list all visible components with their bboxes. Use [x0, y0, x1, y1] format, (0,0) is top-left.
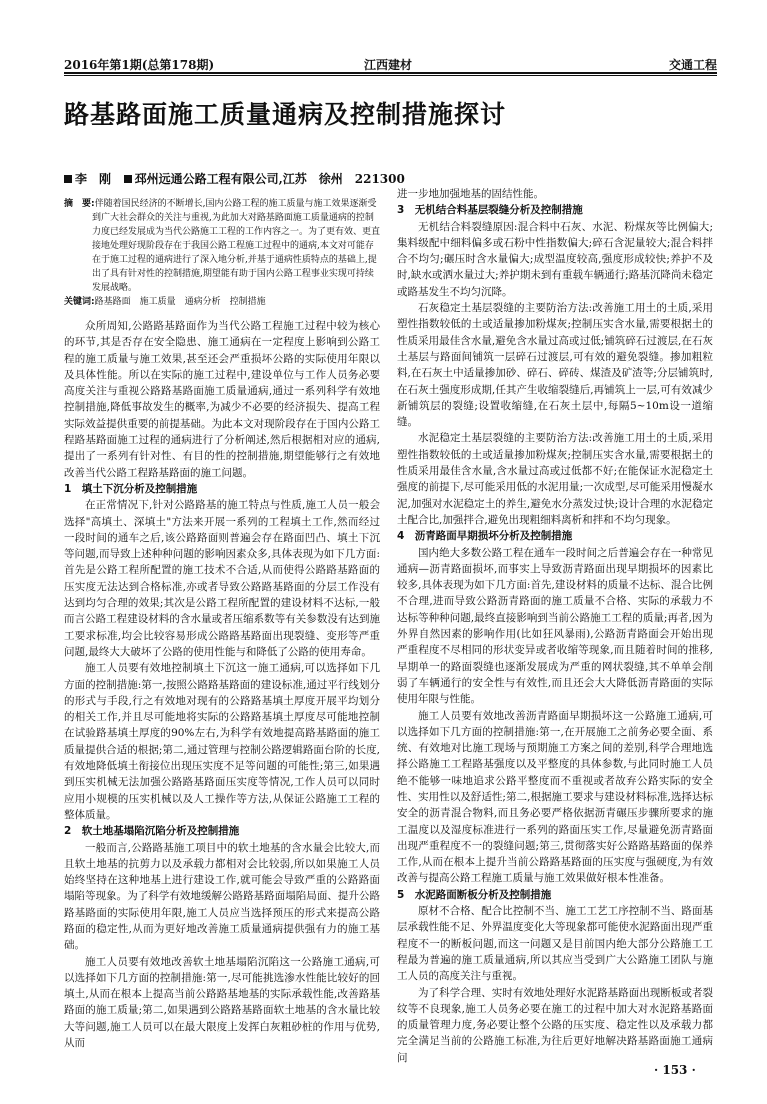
byline [64, 170, 405, 187]
paragraph: 施工人员要有效地控制填土下沉这一施工通病,可以选择如下几方面的控制措施:第一,按照公路路基路面的建设标准,通过平行线划分的形式与手段,行之有效地对现有的公路路基填土厚度开展平均划分的相关工作,并且尽可能地将实际的公路路基填土厚度尽可能地控制在试验路基填土厚度的90%左右,为科学有效地提高路基路面的施工质量提供合适的根据;第二,通过管理与控制公路逻辑路面台阶的长度,有效地降低填土衔接位出现压实度不足等问题的可能性;第三,如果遇到压实机械无法加强公路路基路面压实度等情况,工作人员可以同时应用小规模的压实机械以及人工操作等方法,从保证公路施工工程的整体质量。 [64, 662, 380, 821]
paragraph: 在正常情况下,针对公路路基的施工特点与性质,施工人员一般会选择"高填土、深填土"方法来开展一系列的工程填土工作,然而经过一段时间的通车之后,该公路路面则普遍会存在路面凹凸、填土下沉等问题,而导致上述种种问题的影响因素众多,具体表现为如下几方面:首先是公路工程所配置的施工技术不合适,从而使得公路路基路面的压实度无法达到合格标准,亦或者导致公路路基路面的分层工作没有达到均匀合理的效果;其次是公路工程所配置的建设材料不达标,一般而言公路工程建设材料的含水量或者压缩系数等有关参数没有达到施工要求标准,均会比较容易形成公路路基路面出现裂缝、变形等严重问题,最终大大破坏了公路的使用性能与和降低了公路的使用寿命。 [64, 499, 380, 658]
abstract-label: 摘 要: [64, 199, 95, 209]
section-heading: 2 软土地基塌陷沉陷分析及控制措施 [64, 825, 240, 838]
paragraph: 无机结合料裂缝原因:混合料中石灰、水泥、粉煤灰等比例偏大;集料级配中细料偏多或石粉中性指数偏大;碎石含泥量较大;混合料拌合不均匀;碾压时含水量偏大;成型温度较高,强度形成较快;养护不及时,缺水或洒水量过大;养护期未到有重载车辆通行;路基沉降尚未稳定或路基发生不均匀沉降。 [397, 220, 713, 298]
author-affiliation: 邳州远通公路工程有限公司,江苏 徐州 221300 [134, 172, 405, 186]
paragraph: 进一步地加强地基的固结性能。 [397, 188, 544, 200]
section-name: 交通工程 [668, 58, 717, 72]
page-number: · 153 · [654, 1063, 696, 1077]
journal-name: 江西建材 [364, 58, 413, 72]
paragraph: 国内绝大多数公路工程在通车一段时间之后普遍会存在一种常见通病—沥青路面损坏,而事实上导致沥青路面出现早期损坏的因素比较多,具体表现为如下几方面:首先,建设材料的质量不达标、混合比例不合理,进而导致公路沥青路面的施工质量不合格、实际的承载力不达标等种种问题,最终直接影响到当前公路施工工程的质量;再者,因为外界自然因素的影响作用(比如狂风暴雨),公路沥青路面会开始出现严重程度不尽相同的形状变异或者收缩等现象,而且随着时间的推移,早期单一的路面裂缝也逐渐发展成为严重的网状裂缝,其不单单会削弱了车辆通行的安全性与有效性,而且还会大大降低沥青路面的实际使用年限与性能。 [397, 546, 713, 706]
article-title: 路基路面施工质量通病及控制措施探讨 [64, 100, 507, 129]
running-header [64, 52, 717, 72]
keywords-text: 路基路面 施工质量 通病分析 控制措施 [94, 297, 266, 307]
bullet-square-icon [124, 175, 132, 183]
keywords-label: 关键词: [64, 297, 95, 307]
keywords [64, 295, 380, 309]
section-heading: 1 填土下沉分析及控制措施 [64, 482, 198, 495]
right-column [397, 186, 713, 1066]
section-heading: 5 水泥路面断板分析及控制措施 [397, 888, 552, 901]
abstract-block [64, 197, 380, 309]
section-heading: 4 沥青路面早期损坏分析及控制措施 [397, 530, 573, 543]
abstract-text: 伴随着国民经济的不断增长,国内公路工程的施工质量与施工效果逐渐受到广大社会群众的关注与重视,为此加大对路基路面施工质量通病的控制力度已经发展成为当代公路施工工程的工作内容之一。为了更有效、更直接地处理好现阶段存在于我国公路工程施工过程中的通病,本文对可能存在于施工过程的通病进行了深入地分析,并基于通病性质特点的基础上,提出了具有针对性的控制措施,期望能有助于国内公路工程事业实现可持续发展战略。 [92, 199, 381, 293]
paragraph: 施工人员要有效地改善软土地基塌陷沉陷这一公路施工通病,可以选择如下几方面的控制措施:第一,尽可能挑选渗水性能比较好的回填土,从而在根本上提高当前公路路基地基的实际承载性能,改善路基路面的施工质量;第二,如果遇到公路路基路面软土地基的含水量比较大等问题,施工人员可以在最大限度上发挥白灰粗砂桩的作用与优势,从而 [64, 955, 380, 1050]
paragraph: 水泥稳定土基层裂缝的主要防治方法:改善施工用土的土质,采用塑性指数较低的土或适量掺加粉煤灰;控制压实含水量,需要根据土的性质采用最佳含水量,含水量过高或过低都不好;在能保证水泥稳定土强度的前提下,尽可能采用低的水泥用量;一次成型,尽可能采用慢凝水泥,加强对水泥稳定土的养生,避免水分蒸发过快;设计合理的水泥稳定土配合比,加强拌合,避免出现粗细料离析和拌和不均匀现象。 [397, 432, 713, 526]
bullet-square-icon [64, 175, 72, 183]
paragraph: 众所周知,公路路基路面作为当代公路工程施工过程中较为核心的环节,其是否存在安全隐患、施工通病在一定程度上影响到公路工程的施工质量与施工效果,甚至还会严重损坏公路的实际使用年限以及具体性能。所以在实际的施工过程中,建设单位与工作人员务必要高度关注与重视公路路基路面施工质量通病,通过一系列科学有效地控制措施,降低事故发生的概率,为减少不必要的经济损失、提高工程实际效益提供重要的前提基础。为此本文对现阶段存在于国内公路工程路基路面施工过程的通病进行了分析阐述,然后根据相对应的通病,提出了一系列有针对性、有目的性的控制措施,期望能够行之有效地改善当代公路工程路基路面的施工问题。 [64, 320, 380, 479]
paragraph: 一般而言,公路路基施工项目中的软土地基的含水量会比较大,而且软土地基的抗剪力以及承载力都相对会比较弱,所以如果施工人员始终坚持在这种地基上进行建设工作,就可能会导致严重的公路路面塌陷等现象。为了科学有效地缓解公路路基路面塌陷局面、提升公路路基路面的实际使用年限,施工人员应当选择预压的形式来提高公路路面的稳定性,从而为更好地改善施工质量通病提供强有力的施工基础。 [64, 841, 380, 952]
issue-info: 2016年第1期(总第178期) [64, 58, 215, 72]
abstract [64, 197, 380, 295]
paragraph: 石灰稳定土基层裂缝的主要防治方法:改善施工用土的土质,采用塑性指数较低的土或适量掺加粉煤灰;控制压实含水量,需要根据土的性质采用最佳含水量,避免含水量过高或过低;铺筑碎石过渡层,在石灰土基层与路面间铺筑一层碎石过渡层,可有效的避免裂缝。掺加粗粒料,在石灰土中适量掺加砂、碎石、碎砖、煤渣及矿渣等;分层铺筑时,在石灰土强度形成期,任其产生收缩裂缝后,再铺筑上一层,可有效减少新铺筑层的裂缝;设置收缩缝,在石灰土层中,每隔5~10m设一道缩缝。 [397, 302, 713, 429]
section-heading: 3 无机结合料基层裂缝分析及控制措施 [397, 204, 583, 217]
header-rule [64, 72, 717, 74]
author-name: 李 刚 [75, 172, 112, 186]
left-column [64, 318, 380, 1051]
paragraph: 为了科学合理、实时有效地处理好水泥路基路面出现断板或者裂纹等不良现象,施工人员务必要在施工的过程中加大对水泥路基路面的质量管理力度,务必要让整个公路的压实度、稳定性以及承载力都完全满足当前的公路施工标准,为往后更好地解决路基路面施工通病问 [397, 986, 713, 1064]
paragraph: 原材不合格、配合比控制不当、施工工艺工序控制不当、路面基层承载性能不足、外界温度变化大等现象都可能使水泥路面出现严重程度不一的断板问题,而这一问题又是目前国内绝大部分公路施工工程最为普遍的施工质量通病,所以其应当受到广大公路施工团队与施工人员的高度关注与重视。 [397, 905, 713, 983]
paragraph: 施工人员要有效地改善沥青路面早期损坏这一公路施工通病,可以选择如下几方面的控制措施:第一,在开展施工之前务必要全面、系统、有效地对比施工现场与预期施工方案之间的差别,科学合理地选择公路施工工程路基强度以及平整度的具体参数,与此同时施工人员绝不能够一味地追求公路平整度而不重视或者故弃公路实际的安全性、实用性以及舒适性;第二,根据施工要求与建设材料标准,选择达标安全的沥青混合物料,而且务必要严格依据沥青碾压步骤所要求的施工温度以及湿度标准进行一系列的路面压实工作,尽量避免沥青路面出现严重程度不一的裂缝问题;第三,贯彻落实好公路路基路面的保养工作,从而在根本上提升当前公路路基路面的压实度与强硬度,为有效改善与提高公路工程施工质量与施工效果做好根本性准备。 [397, 709, 713, 885]
header-rule-thin [64, 75, 717, 76]
